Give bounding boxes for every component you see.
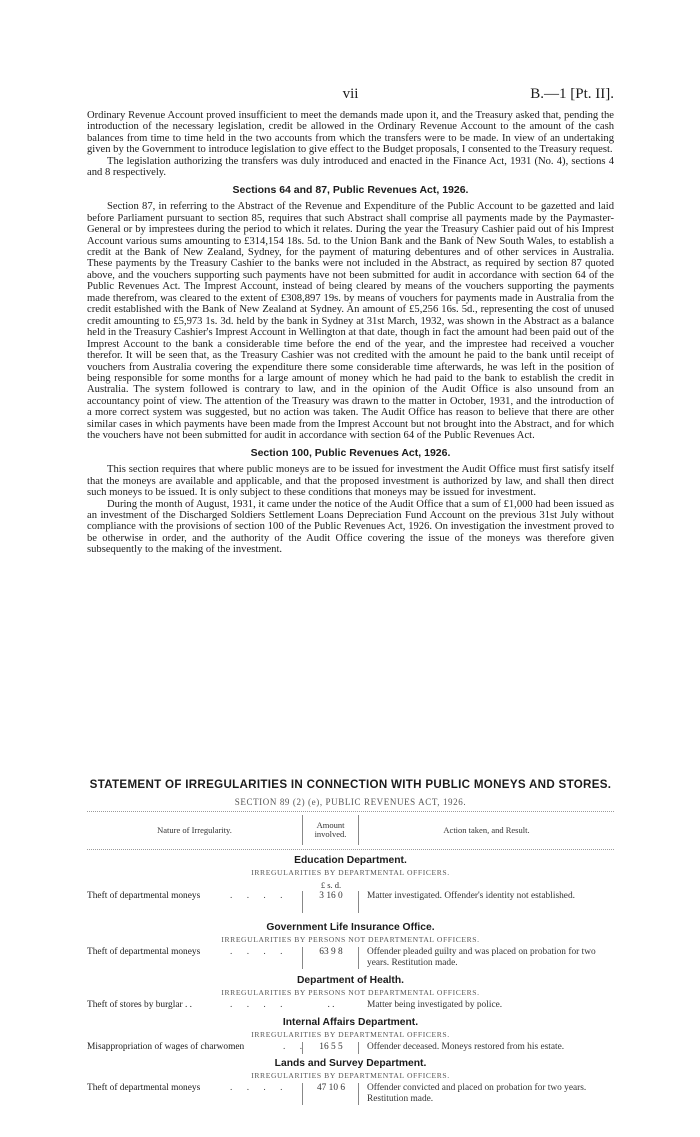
- department-name: Education Department.: [294, 855, 407, 866]
- statement-section-internal-affairs: [87, 1017, 614, 1054]
- statement-subtitle: SECTION 89 (2) (e), PUBLIC REVENUES ACT, 1926.: [234, 797, 467, 807]
- leader-dots: . . . .: [230, 1000, 289, 1010]
- action-taken: Matter investigated. Offender's identity not established.: [367, 891, 575, 901]
- nature-of-irregularity: Theft of stores by burglar . .: [87, 1000, 193, 1010]
- statement-title: STATEMENT OF IRREGULARITIES IN CONNECTION WITH PUBLIC MONEYS AND STORES.: [89, 778, 612, 791]
- table-header-rule: [87, 849, 614, 850]
- amount-involved: 63 9 8: [319, 947, 343, 957]
- action-taken: Offender convicted and placed on probation for two years. Restitution made.: [367, 1083, 587, 1104]
- row-separator: [302, 891, 303, 913]
- column-header-action: Action taken, and Result.: [443, 824, 530, 835]
- table-top-rule: [87, 811, 614, 812]
- column-header-amount: Amount involved.: [314, 820, 347, 839]
- table-row: [87, 1042, 614, 1054]
- leader-dots: . . . .: [230, 891, 289, 901]
- row-separator: [358, 1042, 359, 1054]
- paragraph-section-100: This section requires that where public moneys are to be issued for investment the Audit Office must first satisfy itself that the moneys are available and applicable, and that the proposed investment is authorized by law, and shall then direct such moneys to be issued. It is only subject to these conditions that moneys may be issued for investment.: [87, 464, 614, 499]
- action-taken: Offender deceased. Moneys restored from his estate.: [367, 1042, 565, 1052]
- amount-involved: 16 5 5: [319, 1042, 343, 1052]
- table-row: [87, 1000, 614, 1012]
- row-separator: [358, 1083, 359, 1105]
- leader-dots: . . . .: [230, 947, 289, 957]
- row-separator: [302, 1042, 303, 1054]
- department-name: Lands and Survey Department.: [274, 1058, 427, 1069]
- statement-section-lands-survey: [87, 1058, 614, 1105]
- column-header-nature: Nature of Irregularity.: [157, 824, 232, 835]
- nature-of-irregularity: Theft of departmental moneys: [87, 1083, 201, 1093]
- action-taken: Offender pleaded guilty and was placed on probation for two years. Restitution made.: [367, 947, 596, 968]
- section-heading-64-87: Sections 64 and 87, Public Revenues Act, 1926.: [232, 183, 469, 196]
- irregularity-category: IRREGULARITIES BY PERSONS NOT DEPARTMENTAL OFFICERS.: [221, 935, 480, 944]
- row-separator: [302, 1083, 303, 1105]
- table-row: [87, 1083, 614, 1105]
- irregularity-category: IRREGULARITIES BY PERSONS NOT DEPARTMENTAL OFFICERS.: [221, 988, 480, 997]
- irregularity-category: IRREGULARITIES BY DEPARTMENTAL OFFICERS.: [251, 1071, 450, 1080]
- amount-involved: 3 16 0: [319, 891, 343, 901]
- section-heading-100: Section 100, Public Revenues Act, 1926.: [250, 446, 451, 459]
- leader-dots: . .: [283, 1042, 309, 1052]
- nature-of-irregularity: Theft of departmental moneys: [87, 891, 201, 901]
- nature-of-irregularity: Theft of departmental moneys: [87, 947, 201, 957]
- paragraph-legislation: The legislation authorizing the transfers was duly introduced and enacted in the Finance Act, 1931 (No. 4), sections 4 and 8 respectively.: [87, 155, 614, 179]
- body-text: [87, 110, 614, 556]
- page-header: [87, 86, 614, 106]
- currency-header: £ s. d.: [320, 880, 342, 890]
- paragraph-section-87: Section 87, in referring to the Abstract of the Revenue and Expenditure of the Public Account to be gazetted and laid before Parliament pursuant to section 85, requires that such Abstract shall comprise all payments made by the Paymaster-General or by imprestees during the period to which it relates. During the year the Treasury Cashier paid out of his Imprest Account various sums amounting to £314,154 18s. 5d. to the Union Bank and the Bank of New South Wales, to establish a credit at the Bank of New Zealand, Sydney, for the payment of maturing debentures and of other services in Australia. These payments by the Treasury Cashier to the banks were not included in the Abstract, as required by section 87 quoted above, and the vouchers supporting such payments have not been submitted for audit in accordance with section 64 of the Public Revenues Act. The Imprest Account, instead of being cleared by means of the vouchers supporting the payments made therefrom, was cleared to the extent of £308,897 19s. by means of vouchers for payments made in Australia from the credit established with the Bank of New Zealand at Sydney. An amount of £5,256 16s. 5d., representing the cost of unused credit amounting to £5,973 1s. 3d. held by the bank in Sydney at 31st March, 1932, was shown in the Abstract as a balance held in the Treasury Cashier's Imprest Account in Wellington at that date, though in fact the amount had been paid out of the Imprest Account to the bank a considerable time before the end of the year, and the imprestee had received a voucher therefor. It will be seen that, as the Treasury Cashier was not credited with the amount he paid to the bank until receipt of vouchers from Australia covering the expenditure there some considerable time afterwards, he was left in the position of being responsible for some months for a large amount of money which he had paid to the bank to establish the credit in Australia. The system followed is contrary to law, and in the opinion of the Audit Office is also unsound from an accountancy point of view. The attention of the Treasury was drawn to the matter in October, 1931, and the introduction of a more correct system was suggested, but no action was taken. The Audit Office has reason to believe that there are other similar cases in which payments have been made from the Imprest Account but not brought into the Abstract, and for which the vouchers have not been submitted for audit in accordance with section 64 of the Public Revenues Act.: [87, 201, 614, 442]
- table-row: [87, 947, 614, 969]
- page-number: vii: [342, 86, 359, 102]
- irregularity-category: IRREGULARITIES BY DEPARTMENTAL OFFICERS.: [251, 1030, 450, 1039]
- statement-section-health: [87, 975, 614, 1012]
- table-row: [87, 880, 614, 913]
- report-reference: B.—1 [Pt. II].: [530, 86, 614, 102]
- department-name: Department of Health.: [297, 975, 404, 986]
- row-separator: [358, 947, 359, 969]
- leader-dots: . . . .: [230, 1083, 289, 1093]
- irregularity-category: IRREGULARITIES BY DEPARTMENTAL OFFICERS.: [251, 868, 450, 877]
- paragraph-continued: Ordinary Revenue Account proved insufficient to meet the demands made upon it, and the Treasury asked that, pending the introduction of the necessary legislation, credit be allowed in the Ordinary Revenue Account to the amount of the cash balances from time to time held in the two accounts from which the transfers were to be made. In view of an undertaking given by the Government to introduce legislation to give effect to the Budget proposals, I consented to the Treasury request.: [87, 110, 614, 156]
- statement-section-education: [87, 855, 614, 913]
- amount-involved: 47 10 6: [316, 1083, 346, 1093]
- row-separator: [358, 891, 359, 913]
- statement-section-life-insurance: [87, 922, 614, 969]
- paragraph-august-1931: During the month of August, 1931, it came under the notice of the Audit Office that a sum of £1,000 had been issued as an investment of the Discharged Soldiers Settlement Loans Depreciation Fund Account on the previous 31st July without compliance with the provisions of section 100 of the Public Revenues Act, 1926. On investigation the investment proved to be otherwise in order, and the authority of the Audit Office covering the issue of the moneys was therefore given subsequently to the making of the investment.: [87, 498, 614, 556]
- department-name: Government Life Insurance Office.: [266, 922, 435, 933]
- action-taken: Matter being investigated by police.: [367, 1000, 503, 1010]
- row-separator: [302, 947, 303, 969]
- nature-of-irregularity: Misappropriation of wages of charwomen: [87, 1042, 245, 1052]
- amount-involved: . .: [327, 1000, 335, 1010]
- department-name: Internal Affairs Department.: [282, 1017, 419, 1028]
